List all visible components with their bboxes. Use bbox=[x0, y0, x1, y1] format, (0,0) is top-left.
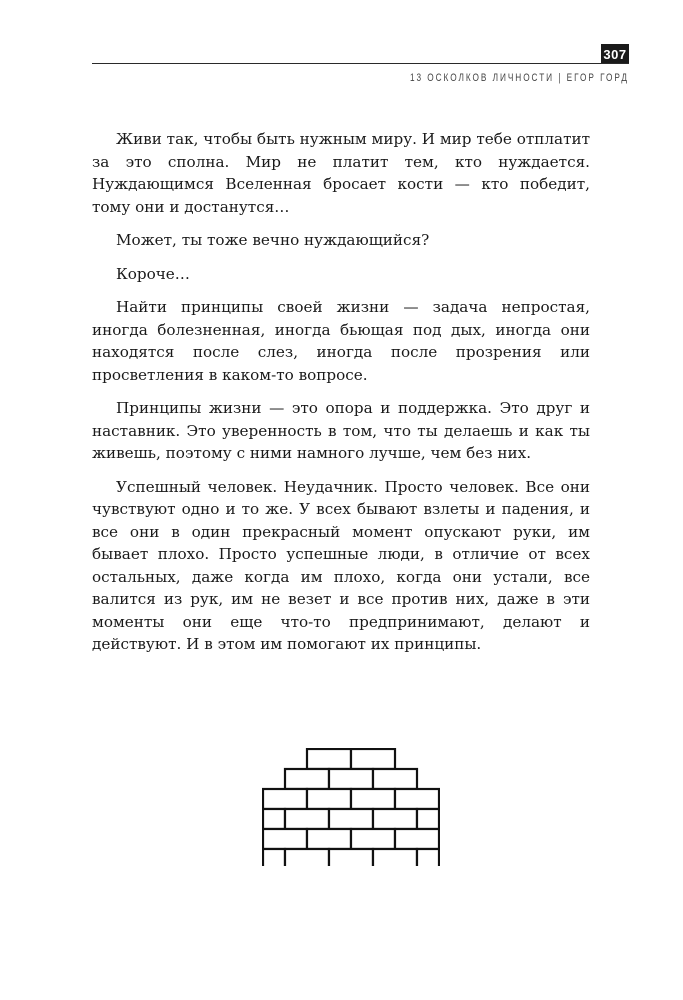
brick bbox=[263, 789, 307, 809]
paragraph: Успешный человек. Неудачник. Просто человек. Все они чувствуют одно и то же. У всех бывают взлеты и падения, и все они в один прекрасный момент опускают руки, им бывает плохо. Просто успешные люди, в отличие от всех остальных, даже когда им плохо, когда они устали, все валится из рук, им не везет и все против них, даже в эти моменты они еще что-то предпринимают, делают и действуют. И в этом им помогают их принципы. bbox=[92, 477, 590, 653]
paragraph: Короче… bbox=[116, 264, 190, 283]
brick bbox=[263, 829, 307, 849]
brick bbox=[373, 769, 417, 789]
brick bbox=[417, 809, 439, 829]
brick-wall-icon bbox=[262, 748, 440, 866]
brick bbox=[285, 769, 329, 789]
brick bbox=[329, 809, 373, 829]
brick bbox=[351, 789, 395, 809]
paragraph: Найти принципы своей жизни — задача непростая, иногда болезненная, иногда бьющая под дых, иногда они находятся после слез, иногда после прозрения или просветления в каком-то вопросе. bbox=[92, 298, 590, 384]
brick bbox=[307, 789, 351, 809]
paragraph: Живи так, чтобы быть нужным миру. И мир тебе отплатит за это сполна. Мир не платит тем, кто нуждается. Нуждающимся Вселенная бросает кости — кто победит, тому они и достанутся… bbox=[92, 130, 591, 216]
page-body bbox=[92, 128, 590, 667]
brick bbox=[373, 849, 417, 866]
brick bbox=[351, 829, 395, 849]
brick bbox=[395, 829, 439, 849]
brick bbox=[285, 849, 329, 866]
paragraph: Может, ты тоже вечно нуждающийся? bbox=[116, 231, 430, 249]
brick bbox=[417, 849, 439, 866]
paragraph: Принципы жизни — это опора и поддержка. Это друг и наставник. Это уверенность в том, что ты делаешь и как ты живешь, поэтому с ними намного лучше, чем без них. bbox=[92, 399, 590, 462]
page-number: 307 bbox=[601, 44, 629, 64]
brick bbox=[351, 749, 395, 769]
header-rule bbox=[92, 63, 629, 64]
brick bbox=[395, 789, 439, 809]
brick bbox=[263, 849, 285, 866]
brick bbox=[329, 849, 373, 866]
brick bbox=[373, 809, 417, 829]
brick bbox=[307, 829, 351, 849]
running-title: 13 ОСКОЛКОВ ЛИЧНОСТИ | ЕГОР ГОРД bbox=[410, 72, 629, 84]
brick bbox=[285, 809, 329, 829]
brick bbox=[329, 769, 373, 789]
brick bbox=[263, 809, 285, 829]
brick bbox=[307, 749, 351, 769]
